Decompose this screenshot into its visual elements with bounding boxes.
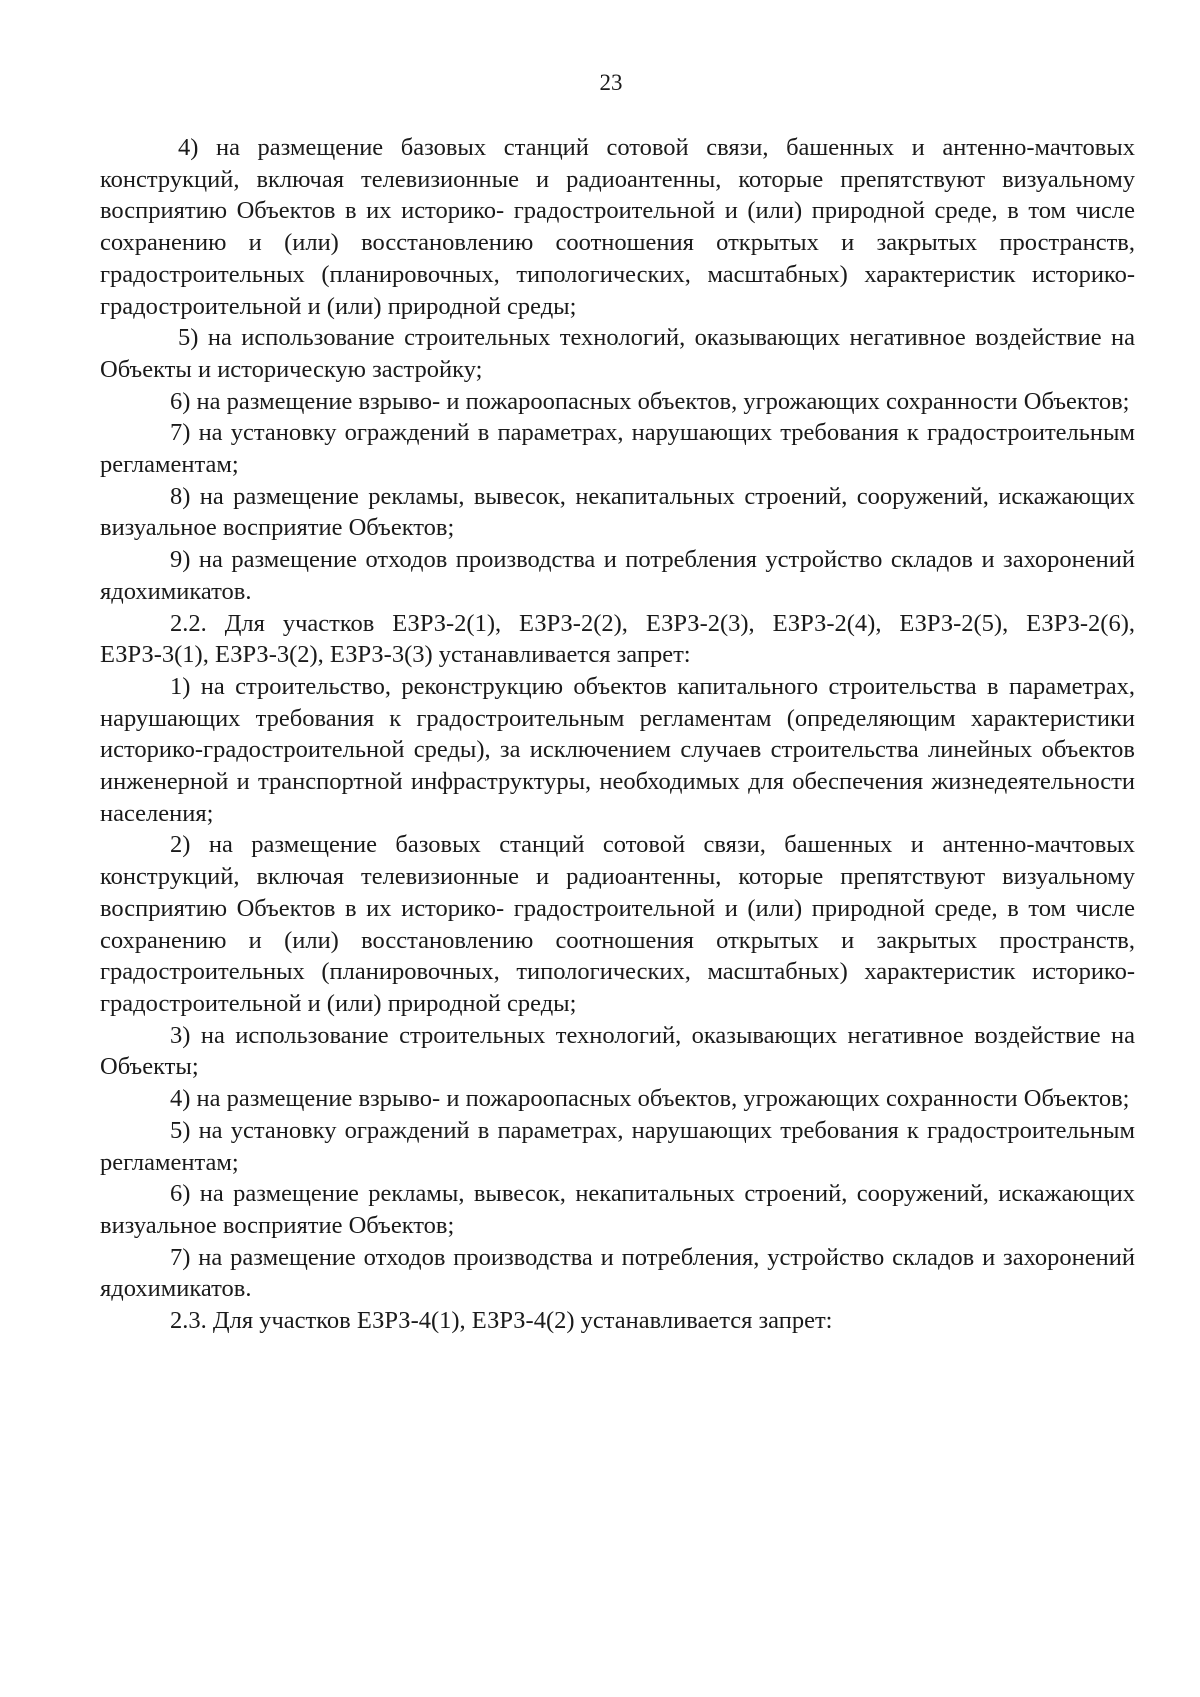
paragraph-item-4-cell-towers: 4) на размещение базовых станций сотовой связи, башенных и антенно-мачтовых конструкций, включая телевизионные и радиоантенны, которые препятствуют визуальному восприятию Объектов в их историко- градостроительной и (или) природной среде, в том числе сохранению и (или) восстановлению соотношения открытых и закрытых пространств, градостроительных (планировочных, типологических, масштабных) характеристик историко-градостроительной и (или) природной среды; — [100, 134, 1135, 320]
paragraph-2-2-item-7: 7) на размещение отходов производства и потребления, устройство складов и захоронений ядохимикатов. — [100, 1243, 1135, 1303]
paragraph-2-2-item-1: 1) на строительство, реконструкцию объектов капитального строительства в параметрах, нарушающих требования к градостроительным регламентам (определяющим характеристики историко-градостроительной среды), за исключением случаев строительства линейных объектов инженерной и транспортной инфраструктуры, необходимых для обеспечения жизнедеятельности населения; — [100, 672, 1135, 827]
paragraph-item-9-waste: 9) на размещение отходов производства и потребления устройство складов и захоронений ядохимикатов. — [100, 546, 1135, 605]
document-body — [100, 132, 1135, 1337]
paragraph-2-2-item-5: 5) на установку ограждений в параметрах, нарушающих требования к градостроительным регламентам; — [100, 1116, 1135, 1176]
paragraph-2-2-item-2: 2) на размещение базовых станций сотовой связи, башенных и антенно-мачтовых конструкций, включая телевизионные и радиоантенны, которые препятствуют визуальному восприятию Объектов в их историко- градостроительной и (или) природной среде, в том числе сохранению и (или) восстановлению соотношения открытых и закрытых пространств, градостроительных (планировочных, типологических, масштабных) характеристик историко-градостроительной и (или) природной среды; — [100, 831, 1135, 1017]
paragraph-item-6-explosive: 6) на размещение взрыво- и пожароопасных объектов, угрожающих сохранности Объектов; — [170, 387, 1130, 415]
paragraph-2-2-item-3: 3) на использование строительных технологий, оказывающих негативное воздействие на Объекты; — [100, 1021, 1135, 1081]
page-number: 23 — [599, 70, 623, 95]
paragraph-section-2-2: 2.2. Для участков ЕЗРЗ-2(1), ЕЗРЗ-2(2), ЕЗРЗ-2(3), ЕЗРЗ-2(4), ЕЗРЗ-2(5), ЕЗРЗ-2(6), ЕЗРЗ-3(1), ЕЗРЗ-3(2), ЕЗРЗ-3(3) устанавливается запрет: — [100, 609, 1135, 669]
paragraph-section-2-3: 2.3. Для участков ЕЗРЗ-4(1), ЕЗРЗ-4(2) устанавливается запрет: — [170, 1307, 833, 1335]
paragraph-item-8-advertising: 8) на размещение рекламы, вывесок, некапитальных строений, сооружений, искажающих визуальное восприятие Объектов; — [100, 482, 1135, 542]
paragraph-2-2-item-4: 4) на размещение взрыво- и пожароопасных объектов, угрожающих сохранности Объектов; — [170, 1085, 1130, 1113]
paragraph-2-2-item-6: 6) на размещение рекламы, вывесок, некапитальных строений, сооружений, искажающих визуальное восприятие Объектов; — [100, 1180, 1135, 1239]
paragraph-item-5-technologies: 5) на использование строительных технологий, оказывающих негативное воздействие на Объекты и историческую застройку; — [100, 324, 1135, 383]
paragraph-item-7-fences: 7) на установку ограждений в параметрах, нарушающих требования к градостроительным регламентам; — [100, 419, 1135, 479]
